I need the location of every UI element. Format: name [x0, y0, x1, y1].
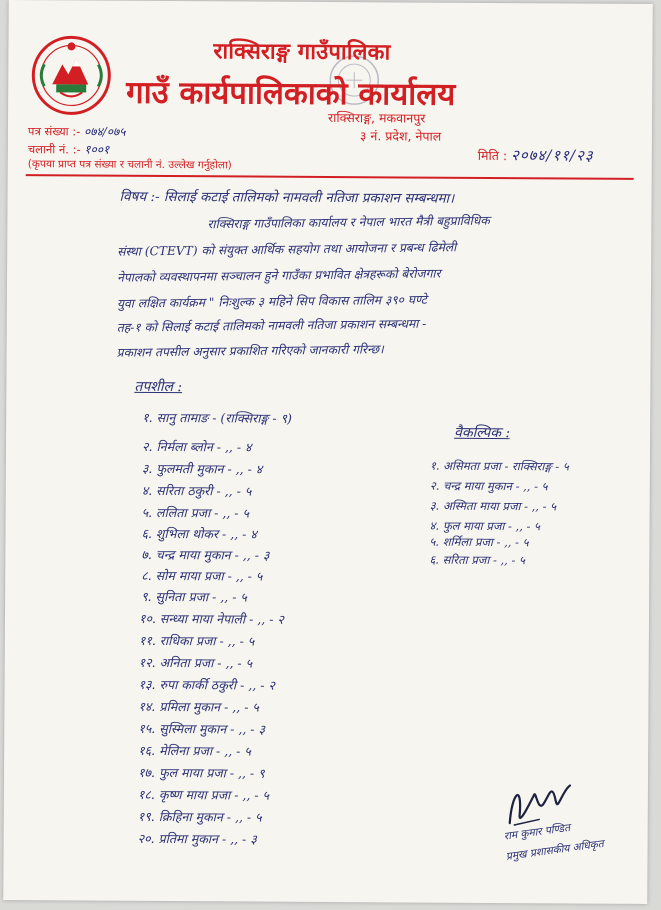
winner-list-item: १२. अनिता प्रजा - ,, - ५ — [138, 654, 253, 671]
letter-date — [478, 145, 594, 166]
winner-list-item: ८. सोम माया प्रजा - ,, - ५ — [141, 567, 263, 584]
chalani-label: चलानी नं. :- — [27, 142, 81, 157]
municipality-name: राक्सिराङ्ग गाउँपालिका — [213, 39, 391, 66]
date-value: २०७४/११/२३ — [511, 146, 594, 165]
alternate-list-item: १. असिमता प्रजा - राक्सिराङ्ग - ५ — [429, 458, 569, 474]
header-divider — [26, 174, 634, 180]
municipality-emblem-logo — [30, 34, 112, 116]
reference-note: (कृपया प्राप्त पत्र संख्या र चलानी नं. उल्लेख गर्नुहोला) — [27, 158, 232, 172]
alternate-list-item: ६. सरिता प्रजा - ,, - ५ — [429, 552, 526, 568]
winner-list-item: १६. मेलिना प्रजा - ,, - ५ — [138, 742, 251, 759]
winner-list-item: २. निर्मला ब्लोन - ,, - ४ — [141, 438, 252, 455]
letter-subject: विषय :- सिलाई कटाई तालिमको नामवली नतिजा प्रकाशन सम्बन्धमा। — [119, 188, 455, 207]
alternate-list-item: ४. फुल माया प्रजा - ,, - ५ — [429, 518, 541, 534]
winner-list-item: २०. प्रतिमा मुकान - ,, - ३ — [137, 830, 257, 847]
office-name: गाउँ कार्यपालिकाको कार्यालय — [126, 74, 456, 113]
patra-label: पत्र संख्या :- — [27, 124, 81, 139]
winner-list-item: १३. रुपा कार्की ठकुरी - ,, - २ — [138, 676, 276, 693]
winner-list-item: १०. सन्ध्या माया नेपाली - ,, - २ — [138, 610, 285, 627]
body-line: संस्था (CTEVT) को संयुक्त आर्थिक सहयोग तथा आयोजना र प्रबन्ध ढिमेली — [117, 240, 457, 259]
winner-list-item: ५. ललिता प्रजा - ,, - ५ — [141, 504, 250, 521]
winner-list-item: ३. फुलमती मुकान - ,, - ४ — [141, 460, 263, 477]
winner-list-item: ४. सरिता ठकुरी - ,, - ५ — [141, 482, 252, 499]
patra-sankhya — [28, 122, 126, 140]
body-line: तह-१ को सिलाई कटाई तालिमको नामवली नतिजा प्रकाशन सम्बन्धमा - — [116, 316, 427, 335]
winner-list-item: ७. चन्द्र माया मुकान - ,, - ३ — [141, 546, 270, 563]
body-line: प्रकाशन तपसील अनुसार प्रकाशित गरिएको जानकारी गरिन्छ। — [116, 342, 384, 360]
alternate-list-item: ३. अस्मिता माया प्रजा - ,, - ५ — [429, 498, 557, 514]
alternates-heading: वैकल्पिक : — [454, 424, 511, 442]
winner-list-item: ९. सुनिता प्रजा - ,, - ५ — [141, 588, 247, 605]
letter-page — [3, 0, 652, 904]
address-line-2: ३ नं. प्रदेश, नेपाल — [359, 128, 442, 144]
body-line: नेपालको व्यवस्थापनमा सञ्चालन हुने गाउँका प्रभावित क्षेत्रहरूको बेरोजगार — [116, 266, 441, 285]
winner-list-item: ११. राधिका प्रजा - ,, - ५ — [138, 632, 255, 649]
chalani-number — [28, 140, 110, 157]
winners-heading: तपशील : — [134, 378, 183, 396]
winner-list-item: १९. क्रिहिना मुकान - ,, - ५ — [137, 808, 262, 825]
winner-list-item: १८. कृष्ण माया प्रजा - ,, - ५ — [137, 786, 270, 803]
winner-list-item: १५. सुस्मिला मुकान - ,, - ३ — [138, 720, 266, 737]
alternate-list-item: २. चन्द्र माया मुकान - ,, - ५ — [429, 478, 548, 494]
winner-list-item: ६. शुभिला थोकर - ,, - ४ — [141, 525, 257, 542]
body-line: युवा लक्षित कार्यक्रम " निःशुल्क ३ महिने सिप विकास तालिम ३९० घण्टे — [116, 292, 427, 311]
patra-value: ०७४/०७५ — [83, 124, 126, 139]
address-line-1: राक्सिराङ्ग, मकवानपुर — [327, 109, 426, 126]
winner-list-item: १४. प्रमिला मुकान - ,, - ५ — [138, 698, 259, 715]
chalani-value: १००१ — [84, 142, 110, 157]
signatory-title: प्रमुख प्रशासकीय अधिकृत — [505, 837, 605, 863]
body-line: राक्सिराङ्ग गाउँपालिका कार्यालय र नेपाल भारत मैत्री बहुप्राविधिक — [207, 213, 490, 232]
alternate-list-item: ५. शर्मिला प्रजा - ,, - ५ — [429, 534, 529, 550]
date-label: मिति : — [477, 147, 508, 164]
signatory-name: राम कुमार पण्डित — [503, 821, 571, 843]
winner-list-item: १. सानु तामाङ - (राक्सिराङ्ग - ९) — [142, 409, 292, 426]
winner-list-item: १७. फुल माया प्रजा - ,, - ९ — [137, 764, 265, 781]
